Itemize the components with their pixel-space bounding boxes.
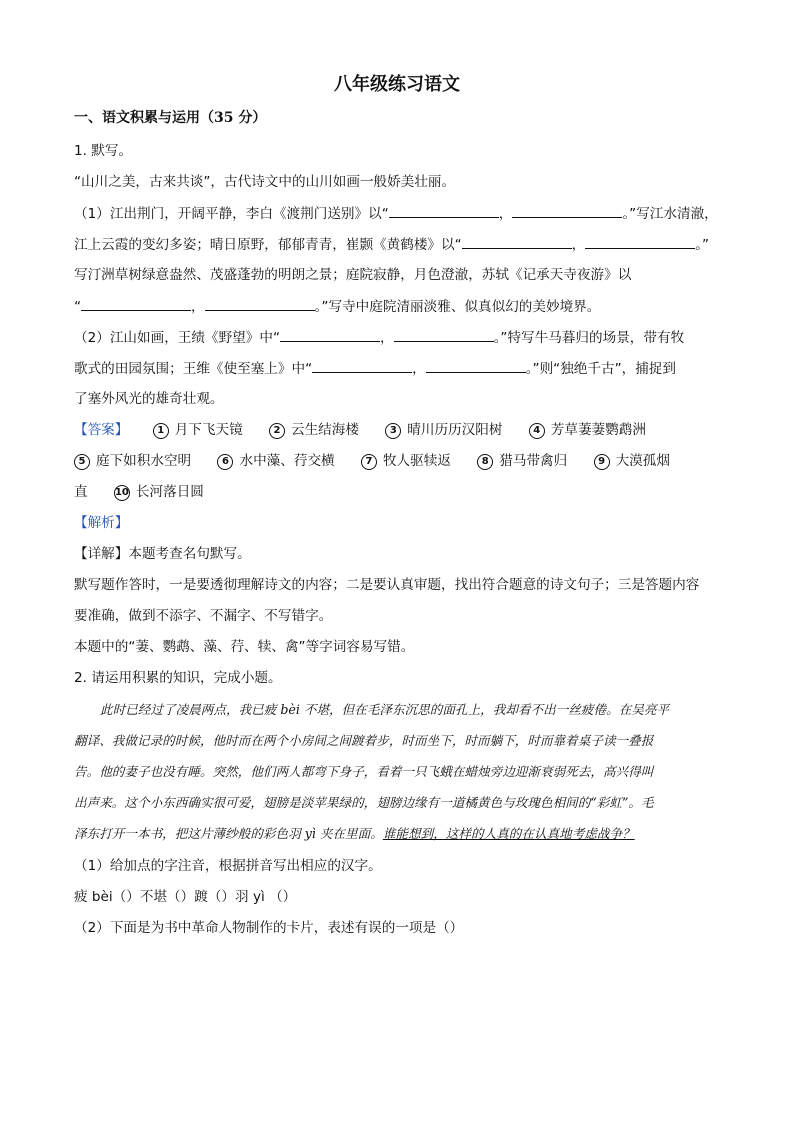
text-segment: （1）江出荆门，开阔平静，李白《渡荆门送别》以“ xyxy=(74,206,389,222)
answer-text: 庭下如积水空明 xyxy=(96,453,192,469)
subquestion-1: （1）给加点的字注音，根据拼音写出相应的汉字。 xyxy=(74,858,382,874)
text-segment: 歌式的田园氛围；王维《使至塞上》中“ xyxy=(74,361,313,377)
answer-blank[interactable] xyxy=(312,358,412,373)
answer-item xyxy=(477,451,567,471)
section-heading: 一、语文积累与运用（35 分） xyxy=(74,110,267,126)
passage-line-final xyxy=(74,824,724,844)
text-segment: ， xyxy=(498,206,513,222)
question-1-part-1-line-2 xyxy=(74,234,734,255)
circled-number: 1 xyxy=(153,423,169,439)
answer-blank[interactable] xyxy=(426,358,526,373)
text-segment: 。”写江水清澈， xyxy=(622,206,718,222)
question-1-intro: “山川之美，古来共谈”，古代诗文中的山川如画一般娇美壮丽。 xyxy=(74,174,456,190)
text-segment: 。”写寺中庭院清丽淡雅、似真似幻的美妙境界。 xyxy=(314,299,601,315)
answer-item xyxy=(217,451,334,471)
answer-text: 猎马带禽归 xyxy=(499,453,568,469)
answer-blank[interactable] xyxy=(585,234,695,249)
underlined-sentence: 谁能想到，这样的人真的在认真地考虑战争？ xyxy=(382,826,635,841)
circled-number: 7 xyxy=(361,454,377,470)
circled-number: 6 xyxy=(217,454,233,470)
passage-line: 出声来。这个小东西确实很可爱，翅膀是淡苹果绿的，翅膀边缘有一道橘黄色与玫瑰色相间的“彩虹”。毛 xyxy=(74,795,654,810)
explanation-line-1: 默写题作答时，一是要透彻理解诗文的内容；二是要认真审题，找出符合题意的诗文句子；三是答题内容 xyxy=(74,577,700,593)
subquestion-1-items: 疲 bèi（）不堪（）踱（）羽 yì （） xyxy=(74,889,297,905)
answer-blank[interactable] xyxy=(280,327,380,342)
answer-tag: 【答案】 xyxy=(74,422,129,438)
question-1-part-1-line-3: 写汀洲草树绿意盎然、茂盛蓬勃的明朗之景；庭院寂静，月色澄澈，苏轼《记承天寺夜游》以 xyxy=(74,267,632,283)
answer-wrap-text: 直 xyxy=(74,484,88,500)
answer-blank[interactable] xyxy=(81,296,191,311)
passage-line: 告。他的妻子也没有睡。突然，他们两人都弯下身子，看着一只飞蛾在蜡烛旁边迎渐衰弱死去，高兴得叫 xyxy=(74,764,654,779)
text-segment: ， xyxy=(412,361,426,377)
question-1-part-1-line-1 xyxy=(74,203,734,224)
question-1-heading: 1. 默写。 xyxy=(74,143,133,159)
answer-text: 晴川历历汉阳树 xyxy=(407,422,503,438)
answer-item xyxy=(114,482,204,502)
answer-item xyxy=(74,451,191,471)
circled-number: 4 xyxy=(529,423,545,439)
question-1-part-1-line-4 xyxy=(74,296,734,317)
circled-number: 8 xyxy=(477,454,493,470)
text-segment: 。” xyxy=(695,237,710,253)
text-segment: ， xyxy=(191,299,205,315)
circled-number: 10 xyxy=(114,485,130,501)
answer-item xyxy=(269,420,359,440)
answer-row-2 xyxy=(74,451,734,471)
question-1-part-2-line-3: 了塞外风光的雄奇壮观。 xyxy=(74,391,224,407)
answer-blank[interactable] xyxy=(394,327,494,342)
text-segment: ， xyxy=(571,237,586,253)
answer-row-3 xyxy=(74,482,734,502)
page-title: 八年级练习语文 xyxy=(334,74,460,95)
answer-blank[interactable] xyxy=(389,203,499,218)
answer-text: 牧人驱犊返 xyxy=(382,453,451,469)
text-segment: 。”则“独绝千古”，捕捉到 xyxy=(525,361,676,377)
answer-item xyxy=(361,451,451,471)
answer-item xyxy=(153,420,243,440)
text-segment: 。”特写牛马暮归的场景，带有牧 xyxy=(493,330,685,346)
answer-row-1 xyxy=(74,420,734,440)
text-segment: ， xyxy=(380,330,394,346)
answer-item xyxy=(529,420,646,440)
answer-blank[interactable] xyxy=(205,296,315,311)
circled-number: 3 xyxy=(385,423,401,439)
explanation-line-3: 本题中的“萋、鹦鹉、藻、荇、犊、禽”等字词容易写错。 xyxy=(74,639,415,655)
detail-tag: 【详解】 xyxy=(74,546,129,562)
analysis-tag: 【解析】 xyxy=(74,515,129,531)
answer-text: 月下飞天镜 xyxy=(174,422,243,438)
question-1-part-2-line-2 xyxy=(74,358,734,379)
text-segment: “ xyxy=(74,299,82,315)
circled-number: 5 xyxy=(74,454,90,470)
answer-blank[interactable] xyxy=(512,203,622,218)
circled-number: 2 xyxy=(269,423,285,439)
answer-text: 水中藻、荇交横 xyxy=(239,453,335,469)
subquestion-2: （2）下面是为书中革命人物制作的卡片，表述有误的一项是（） xyxy=(74,920,464,936)
text-segment: 江上云霞的变幻多姿；晴日原野，郁郁青青，崔颢《黄鹤楼》以“ xyxy=(74,237,462,253)
answer-item xyxy=(594,451,670,471)
explanation-line-2: 要准确，做到不添字、不漏字、不写错字。 xyxy=(74,608,333,624)
detail-text: 本题考查名句默写。 xyxy=(128,546,251,562)
text-segment: （2）江山如画，王绩《野望》中“ xyxy=(74,330,281,346)
answer-text: 大漠孤烟 xyxy=(615,453,670,469)
answer-text: 长河落日圆 xyxy=(135,484,204,500)
passage-line: 此时已经过了凌晨两点，我已疲 bèi 不堪，但在毛泽东沉思的面孔上，我却看不出一丝疲倦。在吴亮平 xyxy=(100,702,670,717)
answer-text: 云生结海楼 xyxy=(291,422,359,438)
question-2-heading: 2. 请运用积累的知识，完成小题。 xyxy=(74,670,282,686)
passage-text: 泽东打开一本书，把这片薄纱般的彩色羽 yì 夹在里面。 xyxy=(74,826,383,841)
detail-line xyxy=(74,544,734,564)
answer-item xyxy=(385,420,502,440)
circled-number: 9 xyxy=(594,454,610,470)
question-1-part-2-line-1 xyxy=(74,327,734,348)
passage-line: 翻译、我做记录的时候，他时而在两个小房间之间踱着步，时而坐下，时而躺下，时而靠着桌子读一叠报 xyxy=(74,733,654,748)
answer-text: 芳草萋萋鹦鹉洲 xyxy=(550,422,646,438)
answer-blank[interactable] xyxy=(462,234,572,249)
